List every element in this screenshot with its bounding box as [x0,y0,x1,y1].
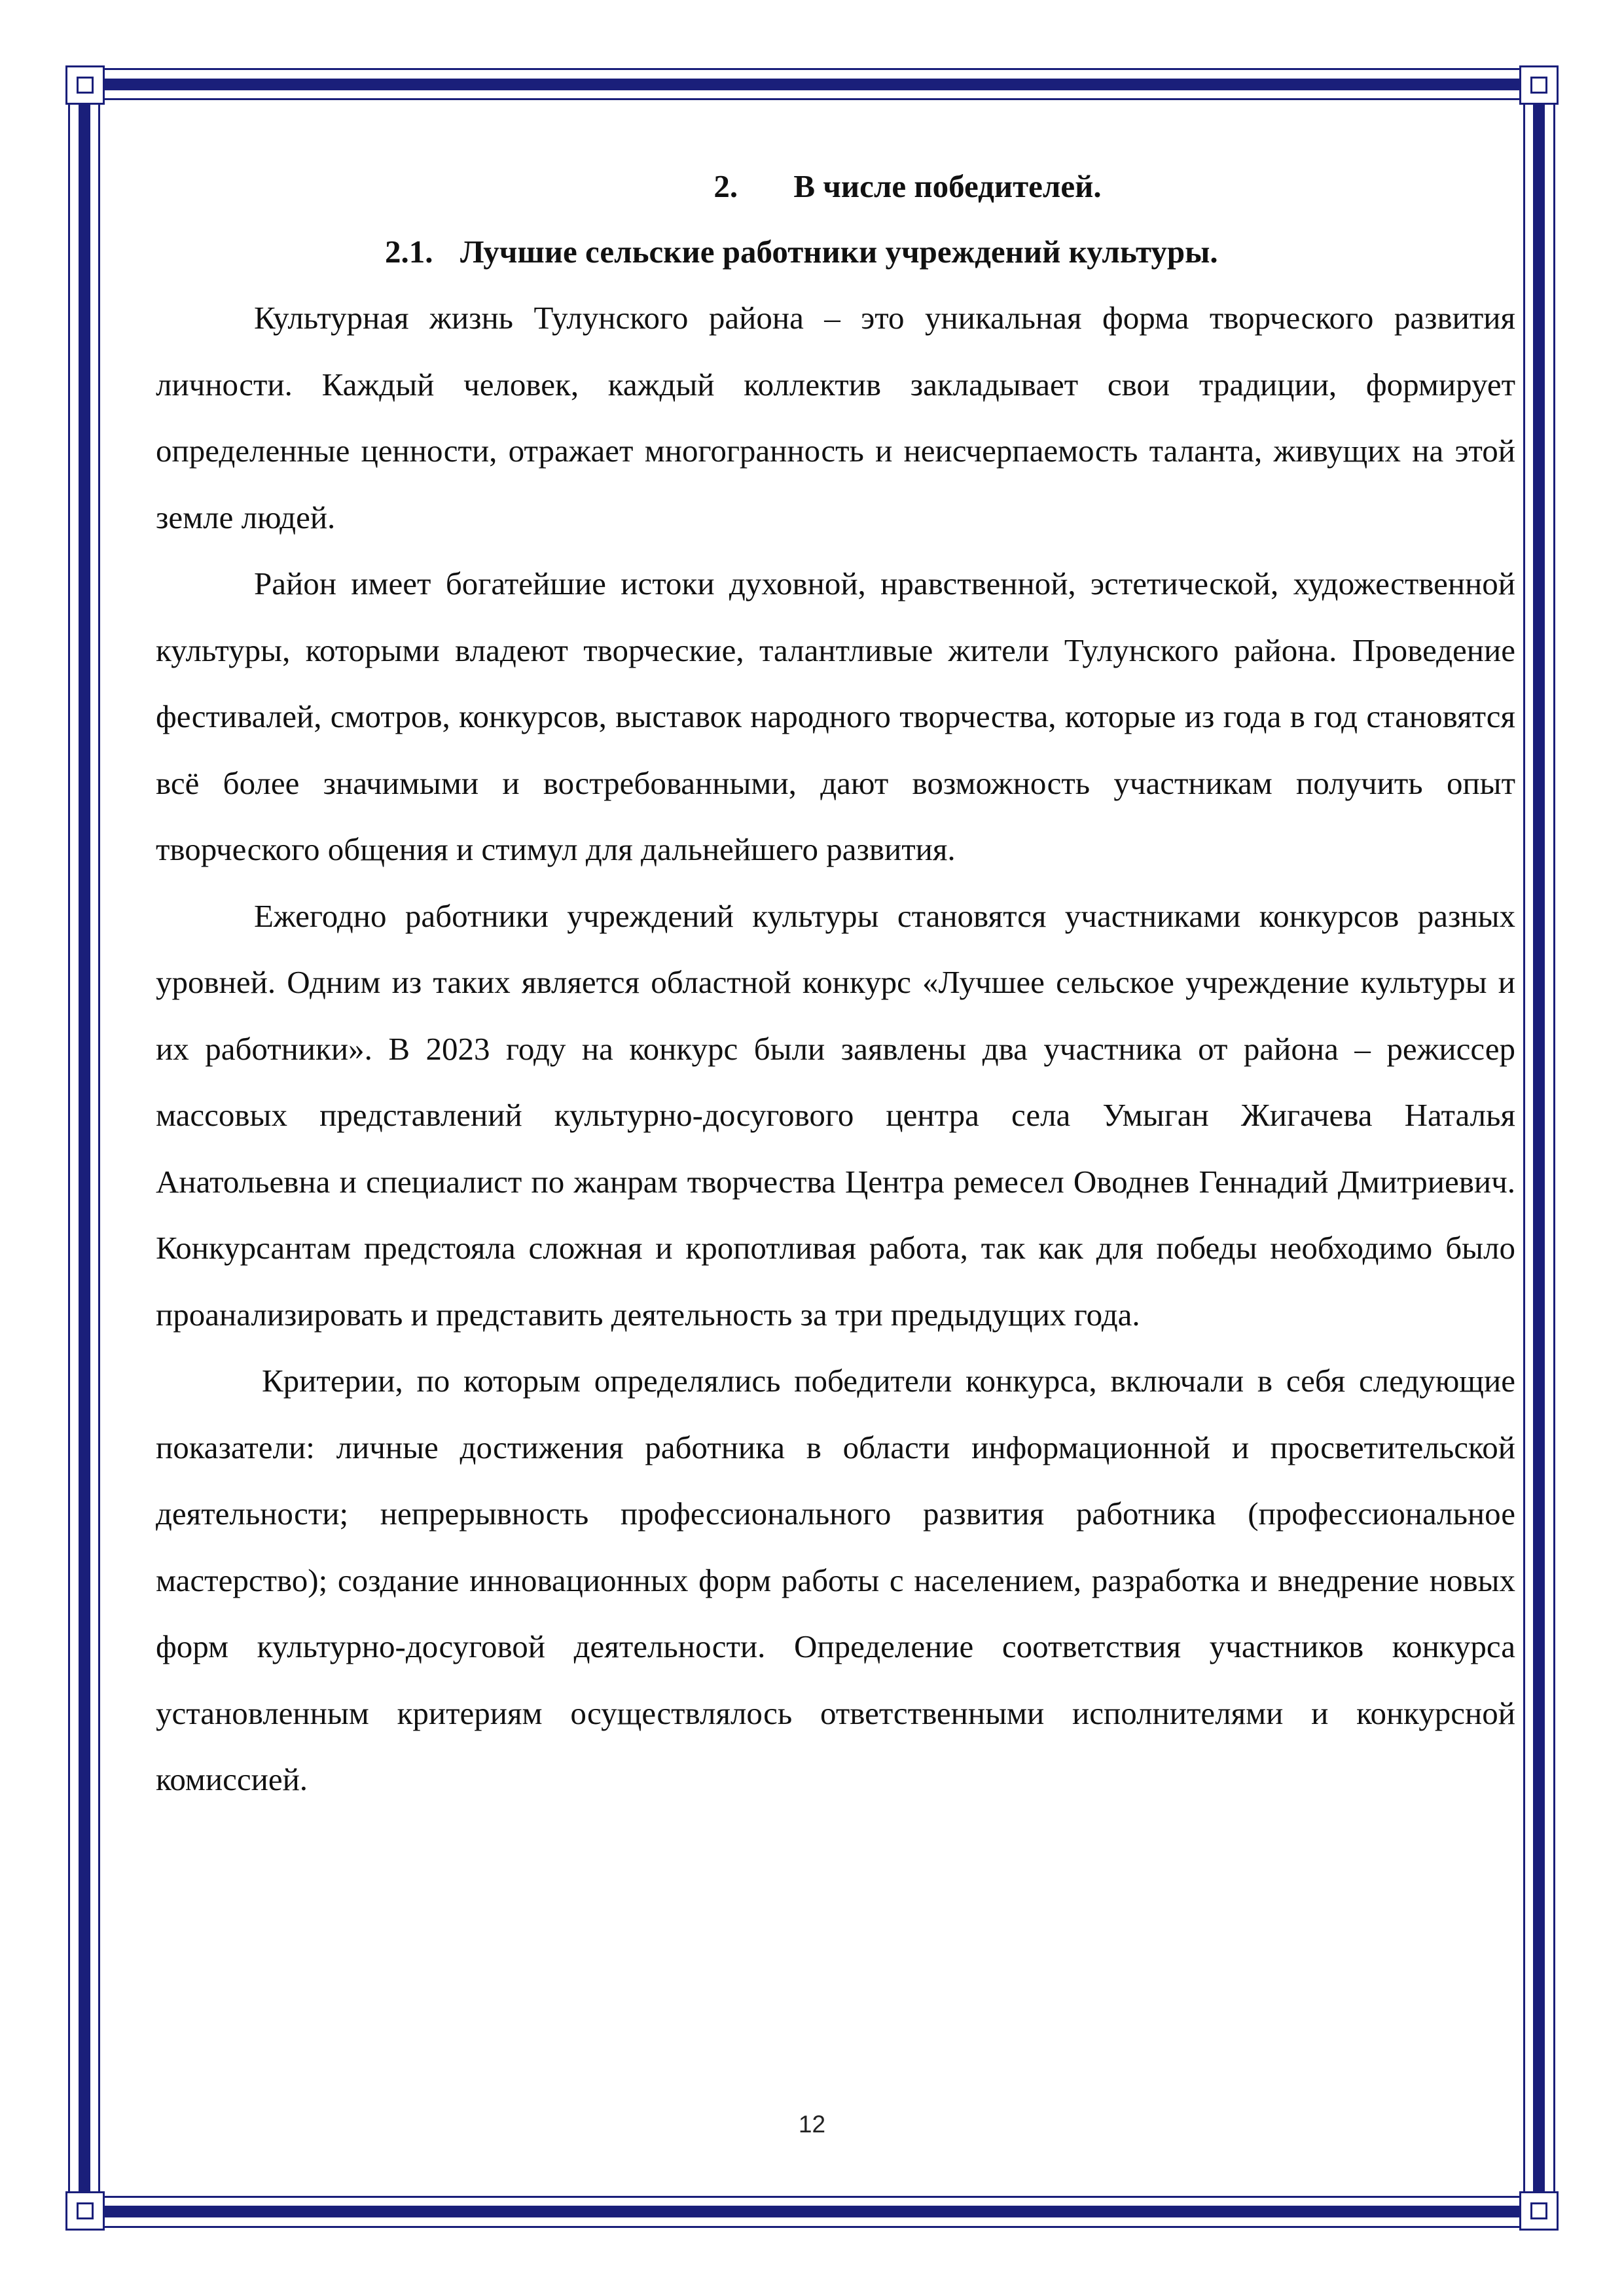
subsection-title: Лучшие сельские работники учреждений культуры. [460,234,1218,270]
subsection-heading [156,219,1515,285]
section-heading [156,154,1515,219]
section-number: 2. [713,168,738,204]
frame-corner-ornament [1519,65,1559,105]
paragraph: Культурная жизнь Тулунского района – это уникальная форма творческого развития личности. Каждый человек, каждый коллектив закладывает свои традиции, формирует определенные ценности, отражает многогранность и неисчерпаемость таланта, живущих на этой земле людей. [156,300,1515,535]
page-number: 12 [798,2111,826,2138]
frame-corner-ornament [65,65,105,105]
section-title: В числе победителей. [793,168,1102,204]
frame-corner-ornament [1519,2191,1559,2231]
paragraph: Ежегодно работники учреждений культуры становятся участниками конкурсов разных уровней. Одним из таких является областной конкурс «Лучшее сельское учреждение культуры и их работники». В 2023 году на конкурс были заявлены два участника от района – режиссер массовых представлений культурно-досугового центра села Умыган Жигачева Наталья Анатольевна и специалист по жанрам творчества Центра ремесел Оводнев Геннадий Дмитриевич. Конкурсантам предстояла сложная и кропотливая работа, так как для победы необходимо было проанализировать и представить деятельность за три предыдущих года. [156,897,1515,1333]
frame-corner-ornament [65,2191,105,2231]
page-content [156,154,1515,1813]
paragraph: Критерии, по которым определялись победители конкурса, включали в себя следующие показатели: личные достижения работника в области информационной и просветительской деятельности; непрерывность профессионального развития работника (профессиональное мастерство); создание инновационных форм работы с населением, разработка и внедрение новых форм культурно-досуговой деятельности. Определение соответствия участников конкурса установленным критериям осуществлялось ответственными исполнителями и конкурсной комиссией. [156,1363,1515,1797]
paragraph: Район имеет богатейшие истоки духовной, нравственной, эстетической, художественной культуры, которыми владеют творческие, талантливые жители Тулунского района. Проведение фестивалей, смотров, конкурсов, выставок народного творчества, которые из года в год становятся всё более значимыми и востребованными, дают возможность участникам получить опыт творческого общения и стимул для дальнейшего развития. [156,565,1515,867]
subsection-number: 2.1. [385,234,433,270]
